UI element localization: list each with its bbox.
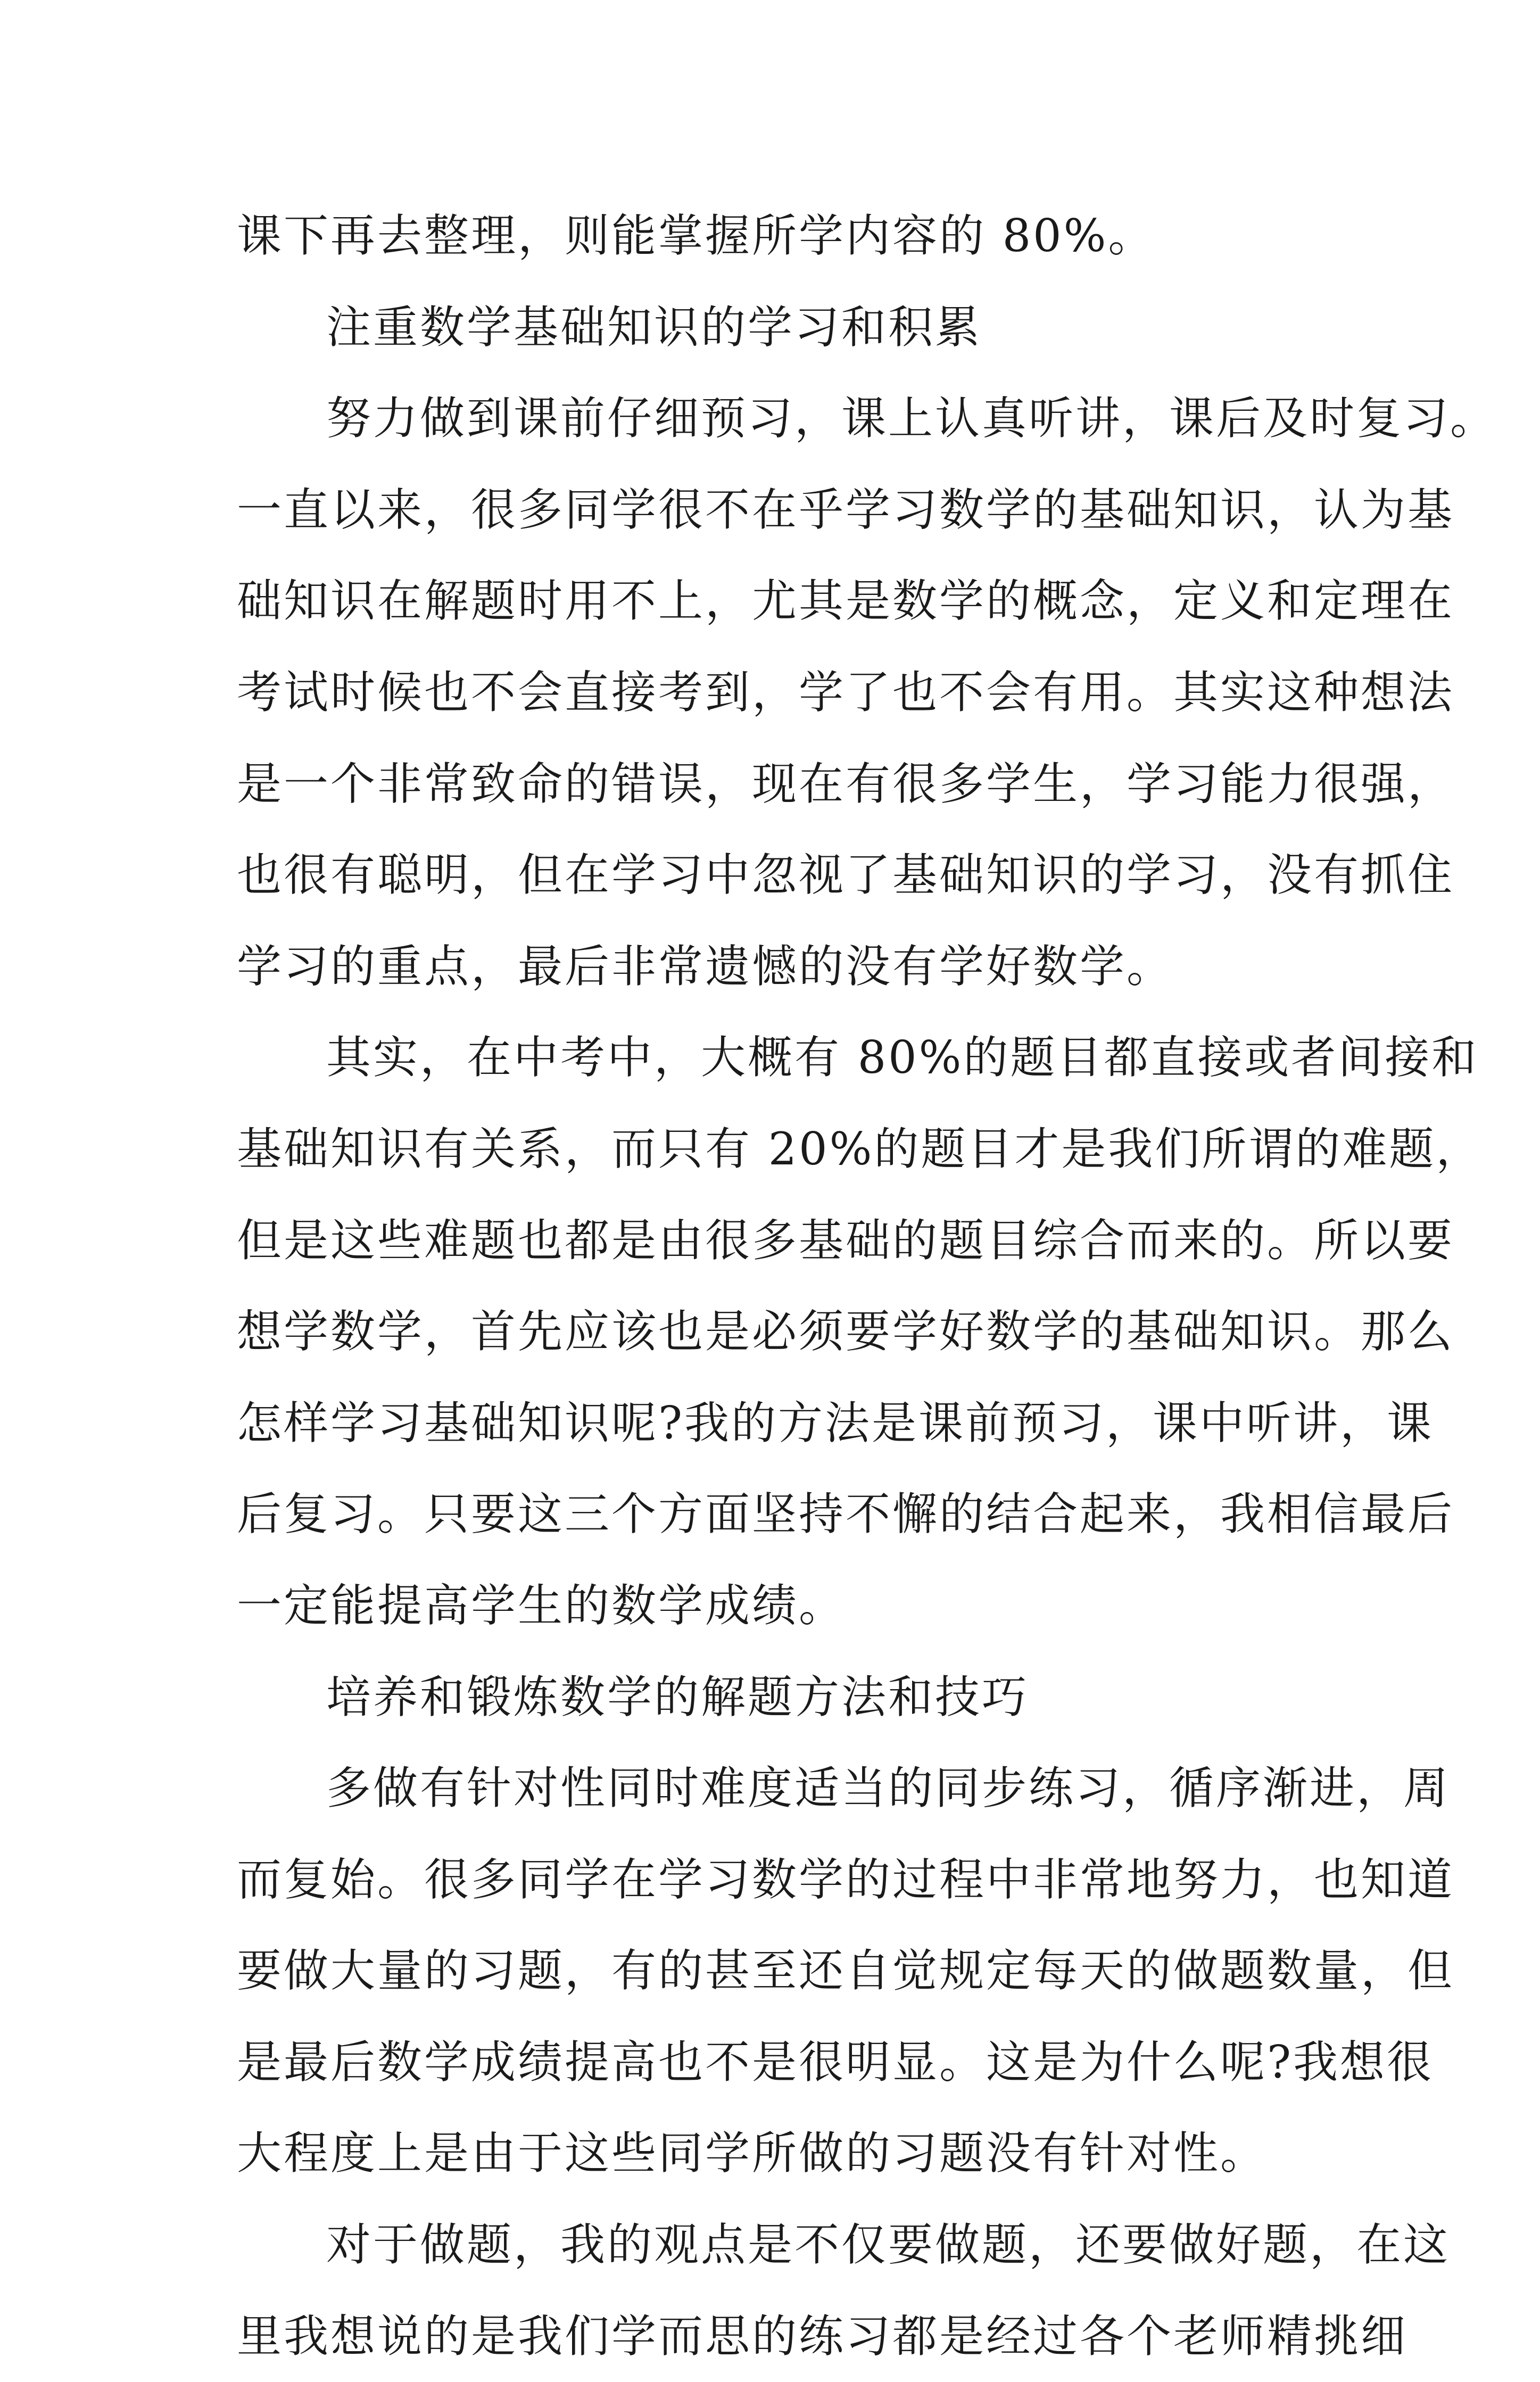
text-line: 也很有聪明，但在学习中忽视了基础知识的学习，没有抓住 bbox=[237, 849, 1455, 901]
text-line: 多做有针对性同时难度适当的同步练习，循序渐进，周 bbox=[326, 1762, 1451, 1815]
section-heading: 注重数学基础知识的学习和积累 bbox=[326, 301, 982, 353]
text-line: 怎样学习基础知识呢?我的方法是课前预习，课中听讲，课 bbox=[237, 1396, 1434, 1449]
text-line: 课下再去整理，则能掌握所学内容的 80%。 bbox=[237, 210, 1155, 262]
text-line: 要做大量的习题，有的甚至还自觉规定每天的做题数量，但 bbox=[237, 1945, 1455, 1997]
text-line: 大程度上是由于这些同学所做的习题没有针对性。 bbox=[237, 2127, 1268, 2180]
section-heading: 培养和锻炼数学的解题方法和技巧 bbox=[326, 1670, 1029, 1723]
text-line: 后复习。只要这三个方面坚持不懈的结合起来，我相信最后 bbox=[237, 1488, 1455, 1541]
text-line: 考试时候也不会直接考到，学了也不会有用。其实这种想法 bbox=[237, 666, 1455, 718]
text-line: 一定能提高学生的数学成绩。 bbox=[237, 1579, 846, 1632]
document-body bbox=[237, 191, 1497, 2382]
text-line: 而复始。很多同学在学习数学的过程中非常地努力，也知道 bbox=[237, 1853, 1455, 1906]
text-line: 一直以来，很多同学很不在乎学习数学的基础知识，认为基 bbox=[237, 483, 1455, 536]
text-line: 但是这些难题也都是由很多基础的题目综合而来的。所以要 bbox=[237, 1214, 1455, 1267]
text-line: 基础知识有关系，而只有 20%的题目才是我们所谓的难题， bbox=[237, 1122, 1483, 1175]
text-line: 对于做题，我的观点是不仅要做题，还要做好题，在这 bbox=[326, 2219, 1451, 2271]
text-line: 是最后数学成绩提高也不是很明显。这是为什么呢?我想很 bbox=[237, 2036, 1434, 2088]
text-line: 努力做到课前仔细预习，课上认真听讲，课后及时复习。 bbox=[326, 392, 1497, 445]
text-line: 想学数学，首先应该也是必须要学好数学的基础知识。那么 bbox=[237, 1305, 1455, 1358]
text-line: 是一个非常致命的错误，现在有很多学生，学习能力很强， bbox=[237, 757, 1455, 810]
text-line: 其实，在中考中，大概有 80%的题目都直接或者间接和 bbox=[326, 1031, 1479, 1084]
text-line: 学习的重点，最后非常遗憾的没有学好数学。 bbox=[237, 940, 1174, 992]
text-line: 础知识在解题时用不上，尤其是数学的概念，定义和定理在 bbox=[237, 575, 1455, 627]
text-line: 里我想说的是我们学而思的练习都是经过各个老师精挑细 bbox=[237, 2310, 1408, 2362]
